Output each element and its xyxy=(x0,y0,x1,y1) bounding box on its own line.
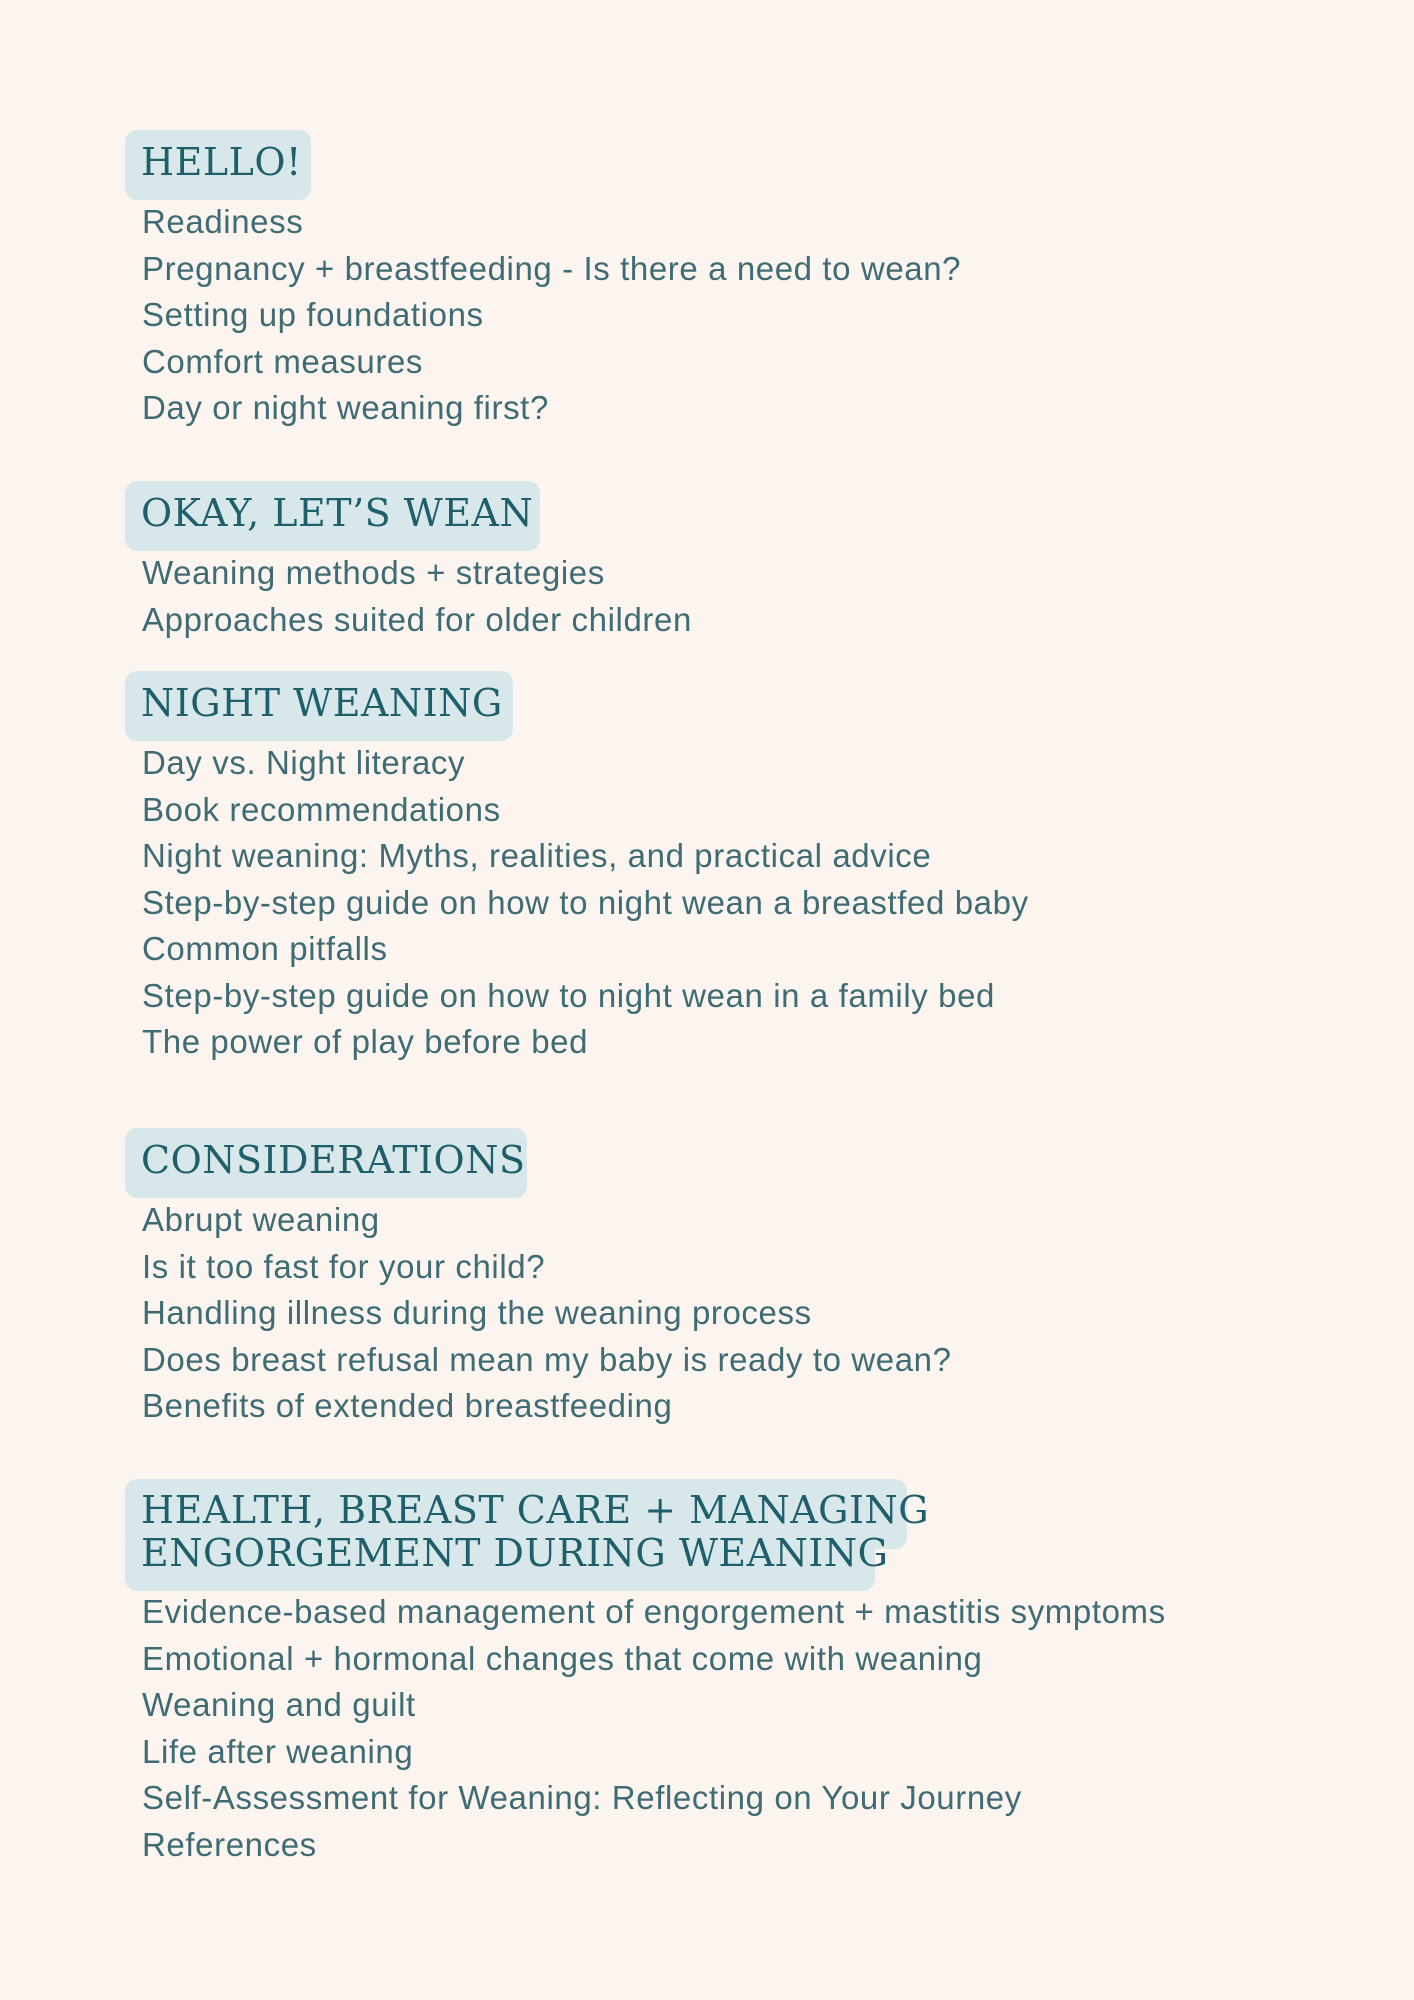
section-health-breast-care xyxy=(125,1475,1166,1868)
list-item[interactable]: Weaning methods + strategies xyxy=(142,554,605,591)
section-heading-text: CONSIDERATIONS xyxy=(141,1138,526,1182)
list-item[interactable]: Comfort measures xyxy=(142,342,424,380)
section-heading xyxy=(125,479,692,548)
section-hello xyxy=(125,128,961,432)
list-item[interactable]: Approaches suited for older children xyxy=(142,600,692,638)
section-heading-text: NIGHT WEANING xyxy=(141,681,503,725)
list-item[interactable]: Weaning and guilt xyxy=(142,1686,416,1723)
section-item-list xyxy=(125,199,961,432)
list-item[interactable]: Setting up foundations xyxy=(142,296,484,333)
section-lets-wean xyxy=(125,479,692,643)
list-item[interactable]: The power of play before bed xyxy=(142,1023,589,1060)
section-item-list xyxy=(125,1197,952,1430)
list-item[interactable]: Does breast refusal mean my baby is ready to wean? xyxy=(142,1340,952,1378)
list-item[interactable]: Pregnancy + breastfeeding - Is there a need to wean? xyxy=(142,249,962,287)
list-item[interactable]: References xyxy=(142,1825,317,1863)
section-item-list xyxy=(125,550,692,643)
section-item-list xyxy=(125,740,1029,1066)
list-item[interactable]: Step-by-step guide on how to night wean a breastfed baby xyxy=(142,883,1029,921)
section-night-weaning xyxy=(125,669,1029,1066)
section-heading xyxy=(125,128,961,197)
section-heading-text: OKAY, LET’S WEAN xyxy=(141,491,534,535)
section-heading xyxy=(125,1475,1166,1587)
section-considerations xyxy=(125,1126,952,1430)
list-item[interactable]: Handling illness during the weaning process xyxy=(142,1294,812,1331)
list-item[interactable]: Benefits of extended breastfeeding xyxy=(142,1387,673,1424)
list-item[interactable]: Emotional + hormonal changes that come with weaning xyxy=(142,1639,983,1677)
list-item[interactable]: Evidence-based management of engorgement + mastitis symptoms xyxy=(142,1593,1166,1630)
list-item[interactable]: Common pitfalls xyxy=(142,930,388,967)
list-item[interactable]: Day or night weaning first? xyxy=(142,389,549,426)
list-item[interactable]: Readiness xyxy=(142,203,304,240)
section-heading-text: HELLO! xyxy=(141,140,302,184)
list-item[interactable]: Life after weaning xyxy=(142,1732,414,1770)
section-heading-line: HEALTH, BREAST CARE + MANAGING xyxy=(141,1488,930,1532)
list-item[interactable]: Self-Assessment for Weaning: Reflecting on Your Journey xyxy=(142,1779,1022,1816)
list-item[interactable]: Step-by-step guide on how to night wean in a family bed xyxy=(142,976,996,1014)
list-item[interactable]: Night weaning: Myths, realities, and practical advice xyxy=(142,837,932,874)
list-item[interactable]: Day vs. Night literacy xyxy=(142,744,466,781)
section-item-list xyxy=(125,1589,1166,1868)
section-heading xyxy=(125,669,1029,738)
list-item[interactable]: Is it too fast for your child? xyxy=(142,1247,546,1285)
section-heading-line: ENGORGEMENT DURING WEANING xyxy=(141,1531,889,1575)
list-item[interactable]: Abrupt weaning xyxy=(142,1201,380,1238)
section-heading xyxy=(125,1126,952,1195)
list-item[interactable]: Book recommendations xyxy=(142,790,501,828)
